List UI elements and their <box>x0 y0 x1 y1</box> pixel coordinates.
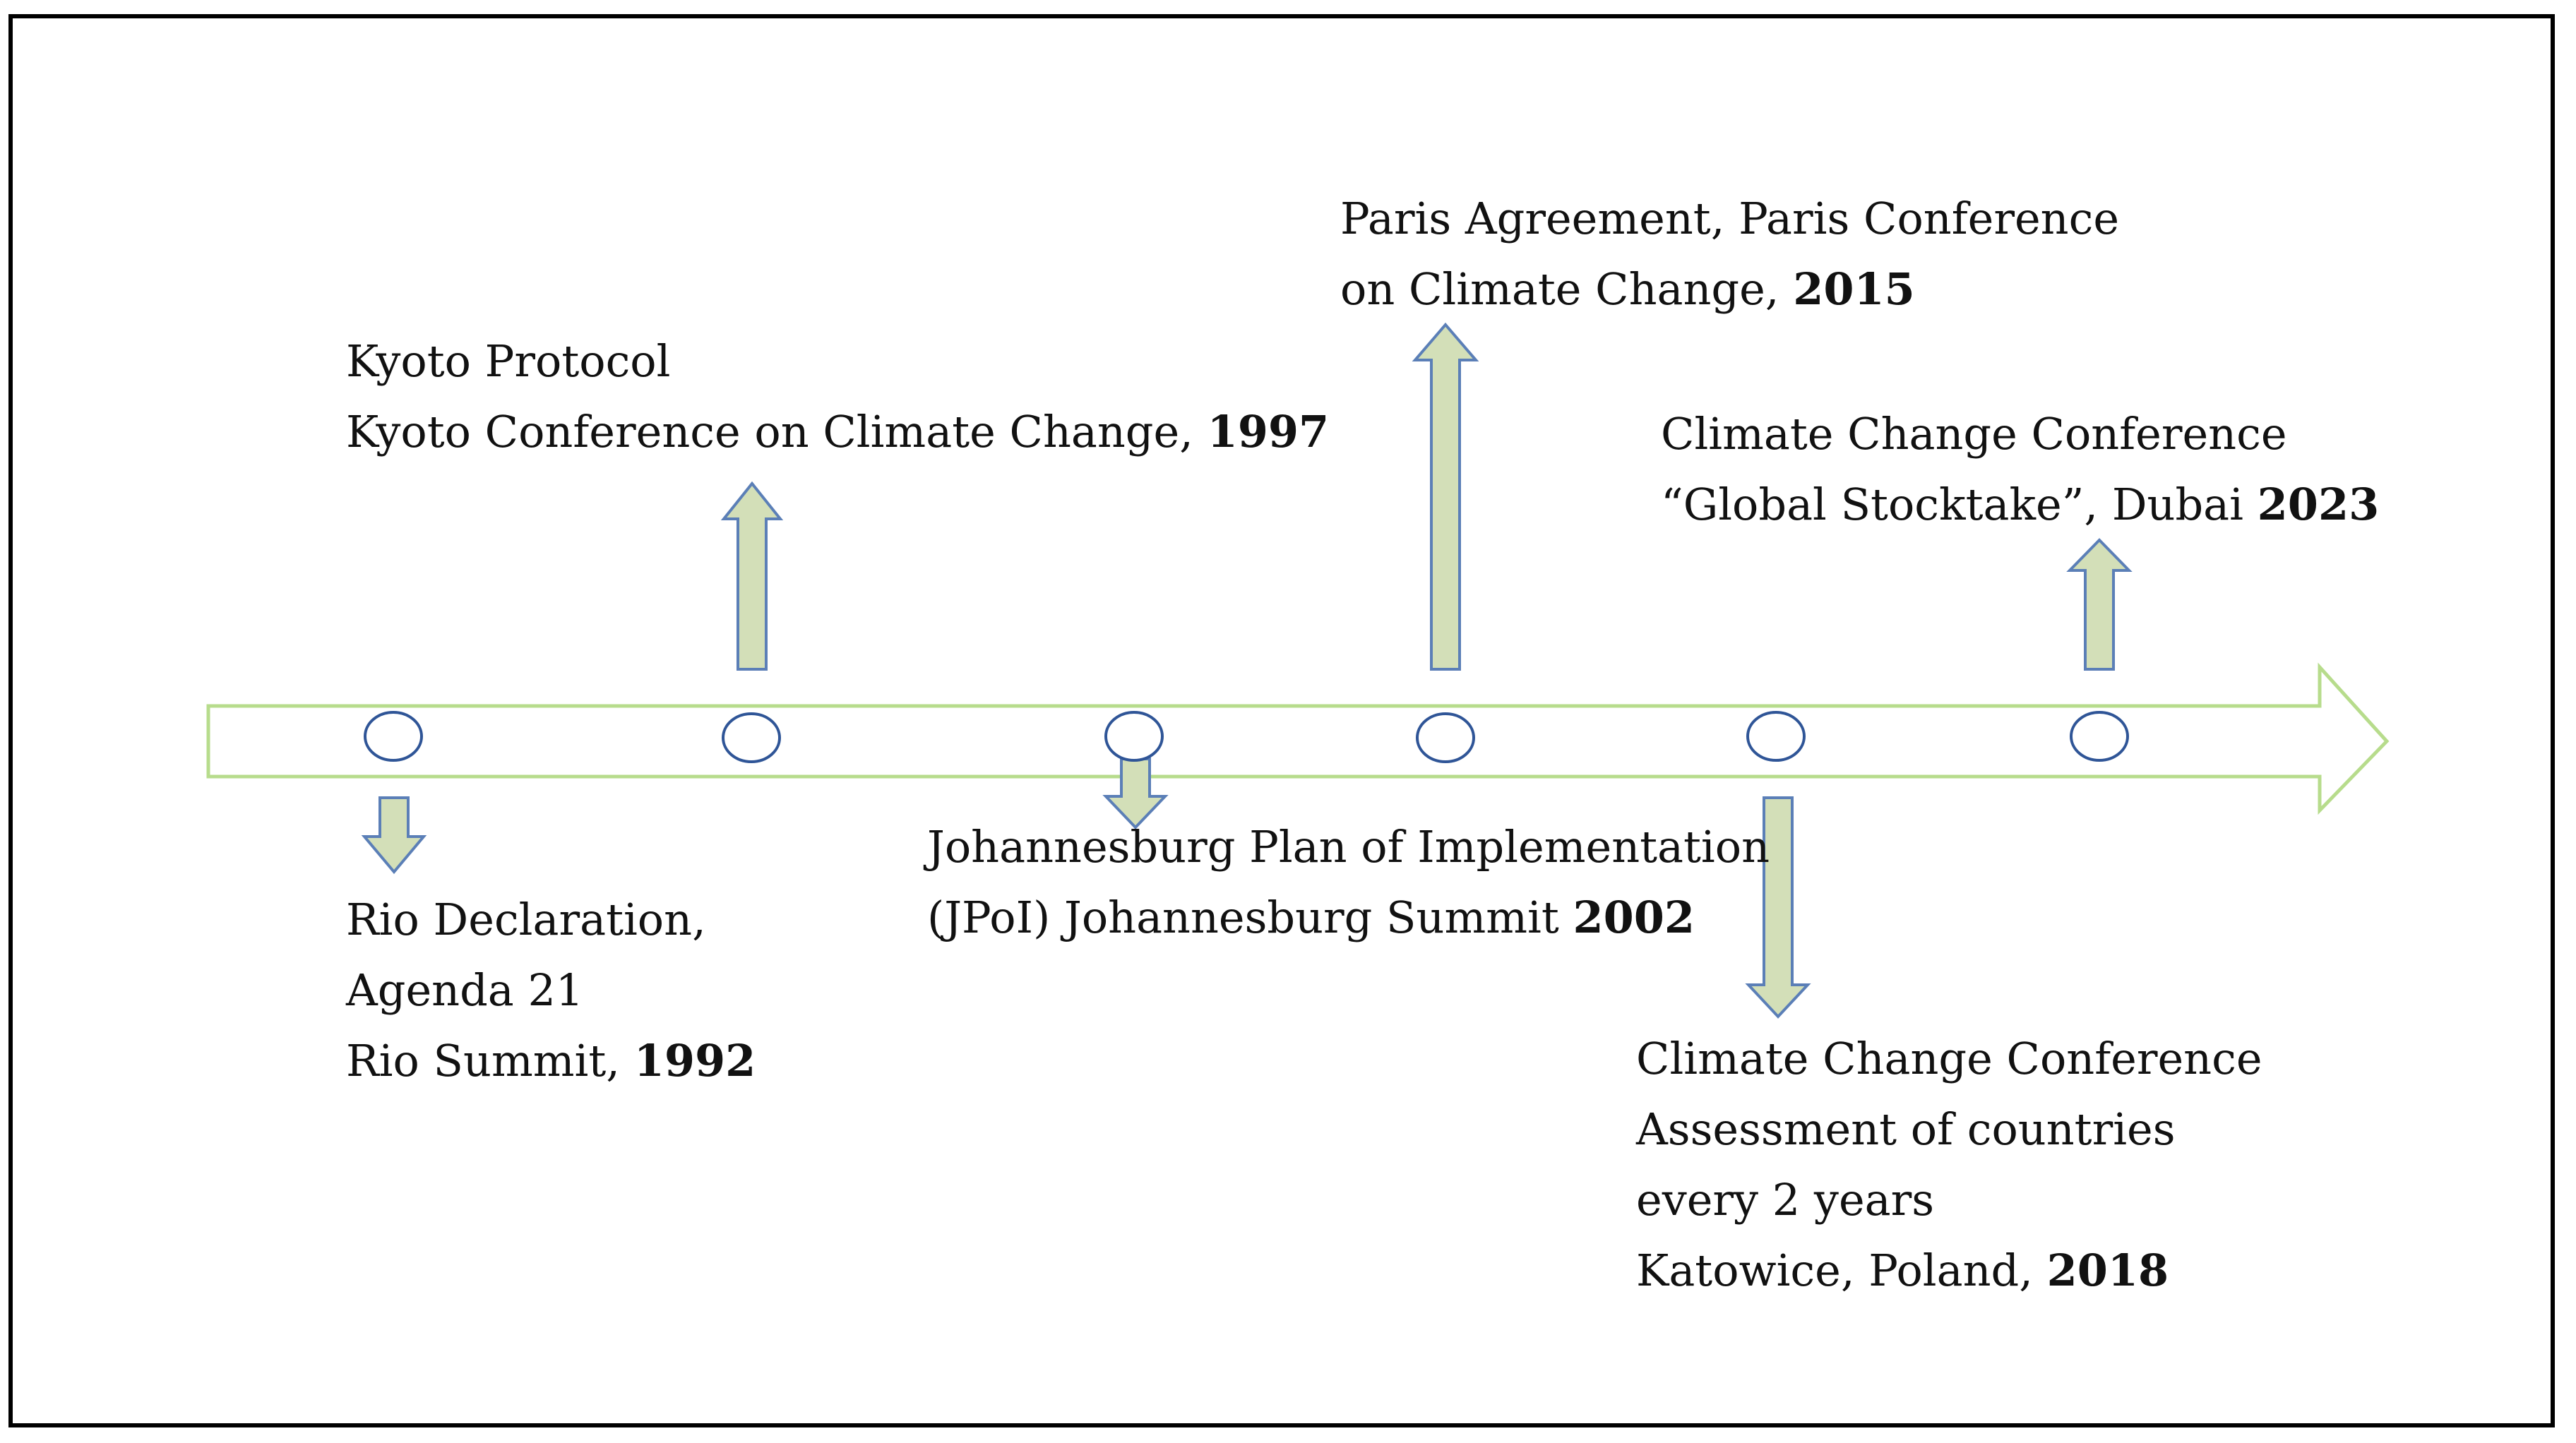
event-year: 2002 <box>1573 892 1695 943</box>
arrow-dubai-up <box>2070 540 2129 669</box>
timeline-arrow <box>208 667 2387 810</box>
event-line: Rio Summit, 1992 <box>346 1035 756 1086</box>
event-year: 2015 <box>1793 263 1915 315</box>
event-line: Kyoto Conference on Climate Change, 1997 <box>346 406 1330 457</box>
event-label-katowice <box>1636 1024 2262 1306</box>
event-label-paris <box>1340 184 2119 325</box>
event-line: Johannesburg Plan of Implementation <box>927 821 1770 873</box>
event-line: Paris Agreement, Paris Conference <box>1340 193 2120 244</box>
event-line: Agenda 21 <box>346 964 584 1016</box>
event-line: “Global Stocktake”, Dubai 2023 <box>1661 479 2380 530</box>
event-year: 2018 <box>2046 1245 2169 1296</box>
event-line: Assessment of countries <box>1636 1103 2176 1155</box>
event-year: 1997 <box>1207 406 1330 457</box>
event-line: Katowice, Poland, 2018 <box>1636 1245 2169 1296</box>
timeline-node-2015 <box>1417 714 1474 762</box>
event-label-dubai <box>1661 399 2379 540</box>
arrow-paris-up <box>1415 325 1476 669</box>
event-line: Kyoto Protocol <box>346 335 671 387</box>
timeline-node-1997 <box>723 714 780 762</box>
event-line: (JPoI) Johannesburg Summit 2002 <box>927 892 1695 943</box>
event-line: every 2 years <box>1636 1174 1935 1226</box>
event-label-kyoto <box>346 326 1329 467</box>
timeline-node-1992 <box>365 712 422 760</box>
event-label-rio <box>346 885 756 1096</box>
timeline-node-2002 <box>1106 712 1162 760</box>
event-label-johannesburg <box>927 812 1770 953</box>
event-line: Climate Change Conference <box>1636 1033 2262 1084</box>
event-line: Rio Declaration, <box>346 894 706 945</box>
arrow-rio-down <box>364 798 424 872</box>
event-line: on Climate Change, 2015 <box>1340 263 1915 315</box>
event-year: 2023 <box>2257 479 2380 530</box>
arrow-kyoto-up <box>724 484 780 669</box>
event-year: 1992 <box>633 1035 756 1086</box>
event-line: Climate Change Conference <box>1661 408 2287 460</box>
timeline-node-2023 <box>2071 712 2128 760</box>
timeline-node-2018 <box>1748 712 1804 760</box>
